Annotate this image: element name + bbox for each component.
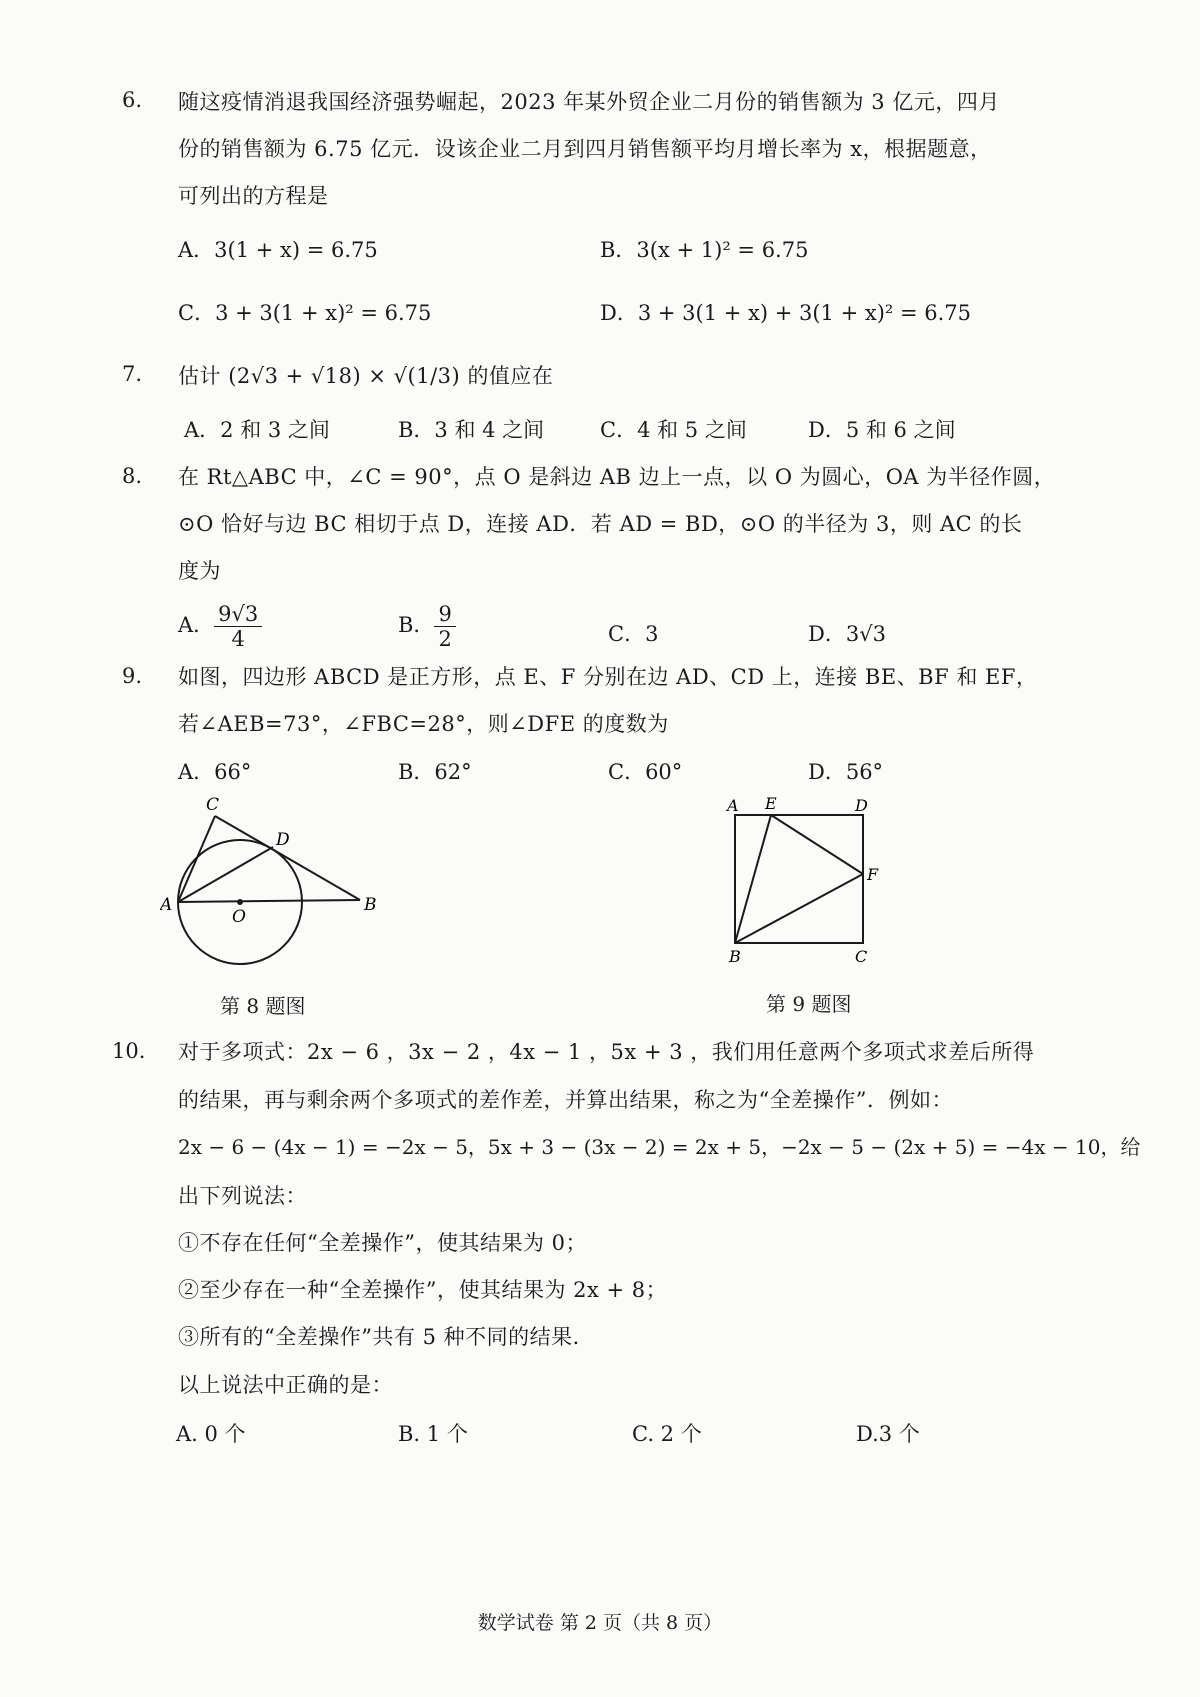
label-b: B [729,947,741,966]
option-d: D．56° [808,760,884,784]
figure-9-caption: 第 9 题图 [766,992,852,1016]
option-c: C．60° [608,760,683,784]
question-text-line [178,360,553,390]
question-text-line: 度为 [178,559,221,583]
question-text-line: 在 Rt△ABC 中，∠C = 90°，点 O 是斜边 AB 边上一点，以 O 为圆心，OA 为半径作圆， [178,465,1056,489]
segment-be [735,815,771,943]
fraction: $\frac{9}{2}$ [434,602,455,651]
question-text-line: 可列出的方程是 [178,184,329,208]
label-c: C [855,947,868,966]
question-number: 6. [122,88,143,112]
option-a: A．2 和 3 之间 [184,418,330,442]
question-number: 10. [112,1039,146,1063]
question-text-line: 如图，四边形 ABCD 是正方形，点 E、F 分别在边 AD、CD 上，连接 BE、BF 和 EF， [178,665,1038,689]
page-footer: 数学试卷 第 2 页（共 8 页） [477,1612,723,1634]
option-c: C．4 和 5 之间 [600,418,747,442]
label-e: E [765,794,777,813]
segment-cb [215,816,360,900]
fraction: $\frac{9√3}{4}$ [214,602,262,651]
stem-text: 的值应在 [467,364,554,388]
label-a: A [727,796,739,815]
question-ask: 以上说法中正确的是： [178,1373,393,1397]
option-c: C．3 + 3(1 + x)² = 6.75 [178,301,432,325]
center-point-o [237,899,243,905]
question-text-line: 出下列说法： [178,1184,307,1208]
segment-ef [771,815,863,874]
label-a: A [160,895,173,915]
question-text-line: ⊙O 恰好与边 BC 相切于点 D，连接 AD．若 AD = BD，⊙O 的半径为 3，则 AC 的长 [178,512,1023,536]
option-b: B．3(x + 1)² = 6.75 [600,238,809,262]
question-text-line: 2x − 6 − (4x − 1) = −2x − 5，5x + 3 − (3x − 2) = 2x + 5，−2x − 5 − (2x + 5) = −4x − 10，给 [178,1135,1141,1159]
label-d: D [276,830,290,850]
option-a: A．3(1 + x) = 6.75 [178,238,378,262]
question-text-line: 份的销售额为 6.75 亿元．设该企业二月到四月销售额平均月增长率为 x，根据题意， [178,137,992,161]
question-number: 8. [122,464,143,488]
option-a: A. 0 个 [176,1422,246,1446]
option-b: B. 1 个 [398,1422,468,1446]
option-b: B． $\frac{9}{2}$ [398,602,456,651]
figure-8-caption: 第 8 题图 [220,994,306,1018]
option-c: C．3 [608,622,659,646]
label-o: O [232,907,246,927]
question-text-line: 随这疫情消退我国经济强势崛起，2023 年某外贸企业二月份的销售额为 3 亿元，四月 [178,90,1000,114]
figure-8-diagram [160,790,420,990]
question-text-line: 若∠AEB=73°，∠FBC=28°，则∠DFE 的度数为 [178,712,669,736]
option-a: A．66° [178,760,252,784]
statement-2: ②至少存在一种“全差操作”，使其结果为 2x + 8； [178,1278,668,1302]
figure-9-diagram [715,790,895,970]
stem-text: 估计 [178,364,221,388]
option-d: D.3 个 [856,1422,920,1446]
segment-ab [178,900,360,902]
label-b: B [364,895,377,915]
segment-ac [178,816,215,902]
question-number: 9. [122,664,143,688]
option-d: D．3√3 [808,622,886,646]
square-abcd [735,815,863,943]
label-c: C [206,795,220,815]
option-c: C. 2 个 [632,1422,702,1446]
statement-3: ③所有的“全差操作”共有 5 种不同的结果． [178,1325,595,1349]
option-b: B．3 和 4 之间 [398,418,545,442]
segment-bf [735,874,863,943]
option-b: B．62° [398,760,472,784]
option-a: A． $\frac{9√3}{4}$ [178,602,262,651]
question-number: 7. [122,362,143,386]
option-d: D．3 + 3(1 + x) + 3(1 + x)² = 6.75 [600,301,972,325]
statement-1: ①不存在任何“全差操作”，使其结果为 0； [178,1231,588,1255]
label-f: F [867,865,879,884]
math-expression: (2√3 + √18) × √(1/3) [228,364,461,388]
question-text-line: 对于多项式：2x − 6 ，3x − 2 ，4x − 1 ，5x + 3 ，我们用任意两个多项式求差后所得 [178,1040,1035,1064]
option-d: D．5 和 6 之间 [808,418,956,442]
question-text-line: 的结果，再与剩余两个多项式的差作差，并算出结果，称之为“全差操作”．例如： [178,1088,953,1112]
segment-ad [178,847,273,902]
label-d: D [855,796,868,815]
